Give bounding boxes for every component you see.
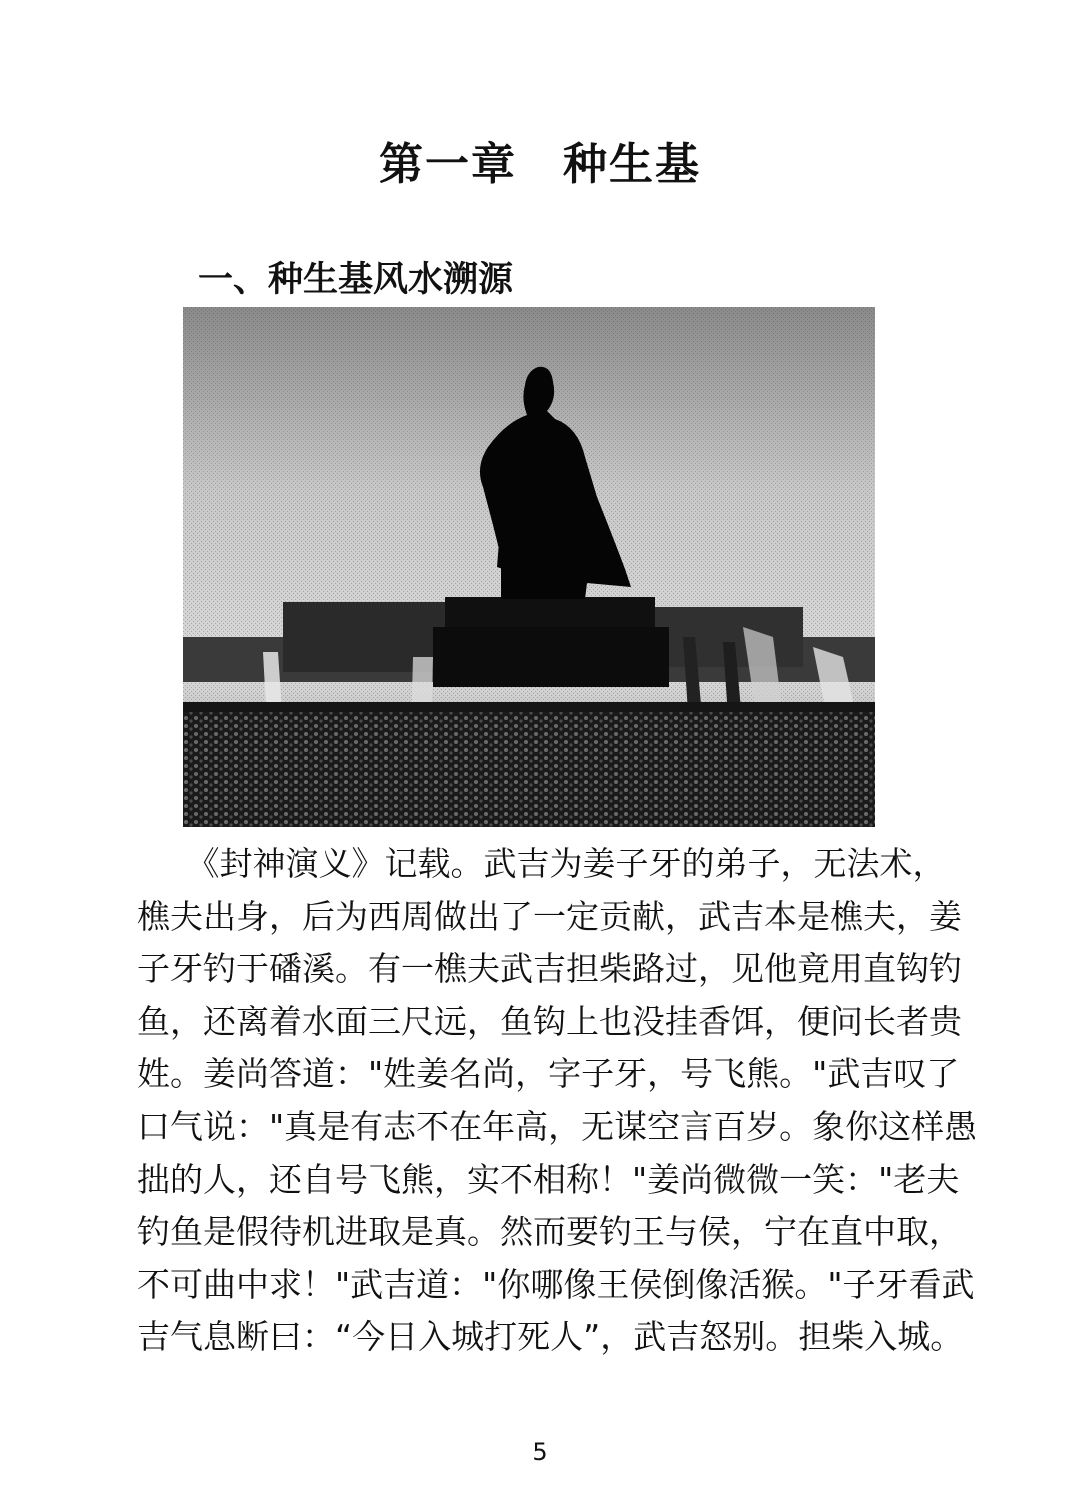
paragraph-line: 拙的人，还自号飞熊，实不相称！"姜尚微微一笑："老夫 — [137, 1159, 960, 1199]
paragraph-line: 钓鱼是假待机进取是真。然而要钓王与侯，宁在直中取， — [137, 1212, 962, 1252]
paragraph-line: 口气说："真是有志不在年高，无谋空言百岁。象你这样愚 — [137, 1106, 978, 1146]
paragraph-line: 子牙钓于磻溪。有一樵夫武吉担柴路过，见他竟用直钩钓 — [137, 949, 962, 989]
paragraph-line: 吉气息断曰：“今日入城打死人”，武吉怒别。担柴入城。 — [137, 1317, 964, 1357]
paragraph-line: 鱼，还离着水面三尺远，鱼钩上也没挂香饵，便问长者贵 — [137, 1001, 962, 1041]
paragraph-line: 不可曲中求！"武吉道："你哪像王侯倒像活猴。"子牙看武 — [137, 1264, 975, 1304]
paragraph-line: 《封神演义》记载。武吉为姜子牙的弟子，无法术， — [137, 844, 946, 883]
statue-photo — [183, 307, 875, 827]
paragraph-line: 樵夫出身，后为西周做出了一定贡献，武吉本是樵夫，姜 — [137, 896, 962, 936]
body-paragraph — [137, 838, 978, 1364]
page-number: 5 — [532, 1438, 548, 1466]
paragraph-line: 姓。姜尚答道："姓姜名尚，字子牙，号飞熊。"武吉叹了 — [137, 1054, 960, 1094]
chapter-title: 第一章 种生基 — [379, 139, 701, 190]
section-heading: 一、种生基风水溯源 — [198, 260, 514, 300]
statue-photo-image — [183, 307, 875, 827]
